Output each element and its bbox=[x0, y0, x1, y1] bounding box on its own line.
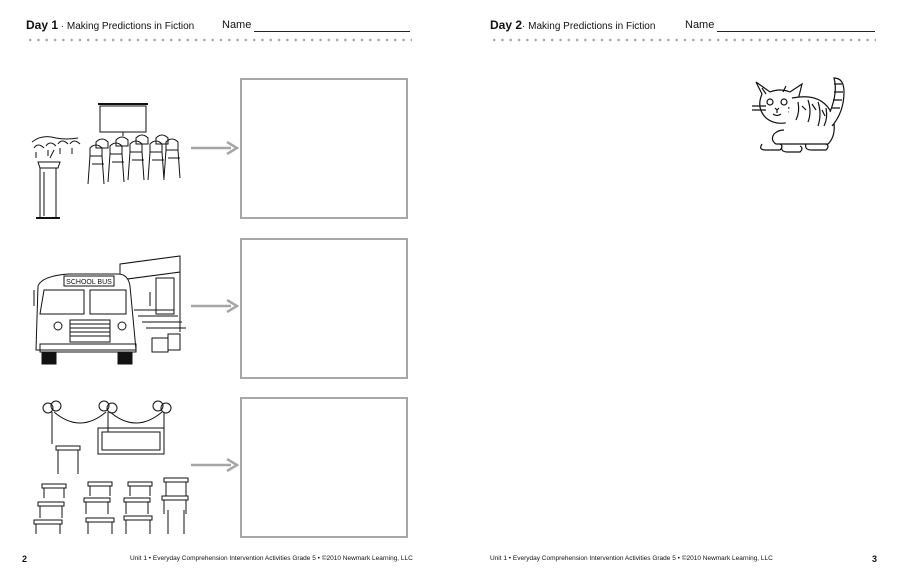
dotted-divider bbox=[490, 38, 876, 42]
bus-sign: SCHOOL BUS bbox=[66, 279, 112, 286]
page-header bbox=[26, 18, 194, 36]
arrow-icon bbox=[191, 299, 239, 313]
day-label: Day 2 bbox=[490, 18, 523, 32]
page-number: 3 bbox=[872, 554, 878, 564]
dotted-divider bbox=[26, 38, 412, 42]
day-label: Day 1 bbox=[26, 18, 59, 32]
cat-icon bbox=[748, 72, 852, 156]
name-field-line[interactable] bbox=[254, 31, 410, 32]
arrow-icon bbox=[191, 458, 239, 472]
header-subtitle: · Making Predictions in Fiction bbox=[58, 21, 195, 32]
school-bus-icon bbox=[30, 250, 192, 370]
name-label: Name bbox=[222, 19, 252, 31]
answer-box-2[interactable] bbox=[240, 238, 408, 379]
right-page bbox=[450, 0, 900, 582]
name-field-line[interactable] bbox=[717, 31, 875, 32]
auditorium-icon bbox=[28, 100, 188, 222]
classroom-icon bbox=[28, 398, 192, 538]
page-header bbox=[490, 18, 655, 36]
name-label: Name bbox=[685, 19, 715, 31]
header-subtitle: · Making Predictions in Fiction bbox=[522, 21, 656, 32]
page-footer: Unit 1 • Everyday Comprehension Intervention Activities Grade 5 • ©2010 Newmark Learning, LLC bbox=[130, 555, 413, 562]
arrow-icon bbox=[191, 141, 239, 155]
answer-box-1[interactable] bbox=[240, 78, 408, 219]
page-number: 2 bbox=[22, 554, 28, 564]
answer-box-3[interactable] bbox=[240, 397, 408, 538]
page-footer: Unit 1 • Everyday Comprehension Intervention Activities Grade 5 • ©2010 Newmark Learning, LLC bbox=[490, 555, 773, 562]
